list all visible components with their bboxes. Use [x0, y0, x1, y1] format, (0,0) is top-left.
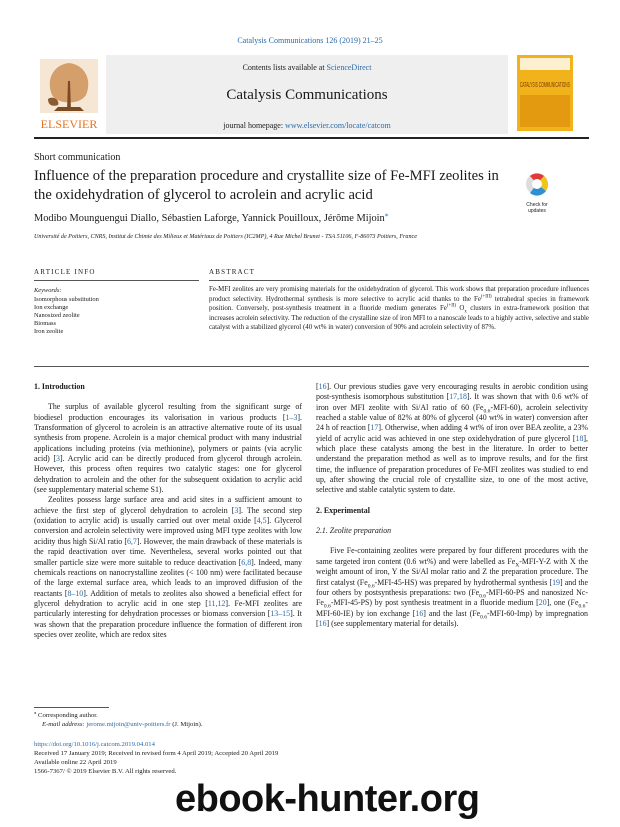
- abstract-text: Fe-MFI zeolites are very promising materials for the oxidehydration of glycerol. This work shows that preparation procedure influences product selectivity. Hydrothermal synthesis is more selective to acrylic acid thanks to the $Fe^{(+III)}$ tetrahedral species in framework position. Conversely, post-synthesis treatment in a fluoride medium generates $Fe^{(+II)}$ $O_x$ clusters in extra-framework position that increases acrolein selectivity. The reduction of the crystalline size of iron MFI to a nanoscale leads to a highly active, selective and stable catalyst with a stabilized glycerol (40 wt% in water) conversion of 90% and acrolein selectivity of 87%.: [209, 286, 590, 332]
- intro-paragraph-1: The surplus of available glycerol resulting from the significant surge of biodiesel production encourages its valorisation in various products [1–3]. Transformation of glycerol to acrolein is an attractive alternative route of its usual synthesis from propene. Acrolein is a major chemical product with many industrial applications including proteins (via methionine), polymers or paints (via acrylic acid) [3]. Acrylic acid can be directly produced from glycerol through acrolein. However, this process often requires two catalytic stages: one for glycerol dehydration to acrolein and the other for the subsequent oxidation to acrylic acid (see supplementary material scheme S1).: [34, 402, 303, 495]
- cover-title: CATALYSIS COMMUNICATIONS: [520, 82, 571, 89]
- author-email-link[interactable]: jerome.mijoin@univ-poitiers.fr: [86, 721, 171, 728]
- abstract-heading: ABSTRACT: [209, 268, 256, 276]
- email-note: E-mail address: jerome.mijoin@univ-poitiers.fr (J. Mijoin).: [42, 721, 203, 728]
- homepage-line: [106, 121, 508, 130]
- keywords-list: [34, 296, 99, 336]
- elsevier-logo: [34, 55, 104, 134]
- keyword-item: Biomass: [34, 320, 57, 328]
- citation-link[interactable]: 16: [318, 382, 327, 391]
- citation-link[interactable]: 3: [234, 505, 239, 515]
- contents-line: [106, 63, 508, 72]
- footnotes: [34, 711, 202, 729]
- intro-paragraph-2-continued: [16]. Our previous studies gave very encouraging results in aerobic condition using post-synthesis isomorphous substitution [17,18]. It was shown that with 0.6 wt% of iron over MFI zeolite with Si/Al ratio of 60 $(Fe_{0.6}-MFI-60)$, acrolein selectivity reached a stable value of 82% at 80% of glycerol (40 wt% in water) conversion after 24 h of reaction [17]. Otherwise, when adding 4 wt% of iron over BEA zeolite, a 23% yield of acrylic acid was achieved in one step oxidehydration of pure glycerol [18], which place these catalysts among the best in the literature. In order to better understand the preparation method as well as to improve results, and for the first time, the influence of preparation procedures of Fe-MFI zeolites was studied to end up, after showing the crucial role of crystallite size, to one of the most active, selective and stable catalytic system to date.: [316, 382, 588, 495]
- publication-info: [34, 740, 278, 776]
- online-date: Available online 22 April 2019: [34, 759, 117, 766]
- citation-link[interactable]: 16: [415, 608, 424, 618]
- homepage-link[interactable]: www.elsevier.com/locate/catcom: [285, 121, 391, 130]
- citation-link[interactable]: 8–10: [67, 588, 84, 598]
- journal-cover-thumbnail: [517, 55, 573, 131]
- corresponding-author-note: ⁎ Corresponding author.: [34, 710, 98, 719]
- author-list: [34, 210, 389, 224]
- crossmark-badge[interactable]: [520, 171, 554, 214]
- article-title: Influence of the preparation procedure and crystallite size of Fe-MFI zeolites in the oxidehydration of glycerol to acrolein and acrylic acid: [34, 168, 499, 203]
- keywords-label: Keywords:: [34, 287, 62, 294]
- citation-link[interactable]: 4,5: [256, 516, 267, 526]
- keyword-item: Isomorphous substitution: [34, 296, 99, 303]
- keyword-item: Iron zeolite: [34, 328, 64, 336]
- citation-link[interactable]: 13–15: [270, 609, 291, 619]
- citation-link[interactable]: 3: [56, 454, 60, 464]
- citation-link[interactable]: 17,18: [449, 392, 467, 402]
- zeolite-preparation-heading: 2.1. Zeolite preparation: [316, 526, 392, 536]
- intro-paragraph-2: Zeolites possess large surface area and acid sites in a sufficient amount to achieve the first step of glycerol dehydration to acrolein [3]. The second step (oxidation to acrylic acid) is usually carried out over metal oxide [4,5]. Glycerol conversion and acrolein selectivity were improved using MFI type zeolites with low acidity thus high Si/Al ratio [6,7]. However, the main drawback of these materials is the rapid deactivation over time. Nevertheless, several works pointed out that smaller particle size were more suitable to reduce deactivation [6,8]. Indeed, many chemicals reactions on nanocrystalline zeolites (< 100 nm) were facilitated because of the large external surface area, which leads to an improved diffusion of the reactants [8–10]. Addition of metals to zeolites also showed a beneficial effect for glycerol dehydration to acrylic acid in one step [11,12]. Fe-MFI zeolites are particularly interesting for dehydration processes or biomass conversion [13–15]. It was shown that the preparation procedure influence the formation of different iron species over zeolite, which are redox sites: [34, 495, 303, 639]
- citation-link[interactable]: 20: [538, 598, 547, 608]
- citation-link[interactable]: 16: [318, 618, 327, 628]
- journal-reference[interactable]: Catalysis Communications 126 (2019) 21–25: [237, 36, 383, 45]
- sciencedirect-link[interactable]: ScienceDirect: [326, 63, 372, 72]
- contents-prefix: Contents lists available at: [242, 63, 327, 72]
- affiliation: Université de Poitiers, CNRS, Institut de Chimie des Milieux et Matériaux de Poitiers (IC2MP), 4 Rue Michel Brunet - TSA 51106, F-86073 Poitiers, France: [34, 234, 417, 240]
- corresponding-author-mark[interactable]: ⁎: [384, 210, 389, 219]
- citation-link[interactable]: 6,8: [241, 557, 252, 567]
- elsevier-wordmark: ELSEVIER: [40, 117, 98, 131]
- article-info-divider: [34, 280, 199, 281]
- introduction-heading: 1. Introduction: [34, 382, 85, 391]
- authors-text: Modibo Mounguengui Diallo, Sébastien Laforge, Yannick Pouilloux, Jérôme Mijoin: [34, 213, 385, 224]
- doi-link[interactable]: https://doi.org/10.1016/j.catcom.2019.04.014: [34, 741, 155, 748]
- article-info-heading: ARTICLE INFO: [34, 268, 96, 276]
- homepage-prefix: journal homepage:: [223, 121, 286, 130]
- header-divider: [34, 137, 589, 139]
- crossmark-label: Check for updates: [526, 202, 548, 214]
- article-type: Short communication: [34, 152, 121, 163]
- copyright-line: 1566-7367/ © 2019 Elsevier B.V. All rights reserved.: [34, 768, 177, 775]
- preparation-paragraph: Five Fe-containing zeolites were prepared by four different procedures with the same targeted iron content (0.6 wt%) and were labelled as $Fe_X-MFI-Y-Z$ with X the weight amount of iron, Y the Si/Al molar ratio and Z the preparation procedure. The first catalyst $(Fe_{0.6}-MFI-45-HS)$ was prepared by hydrothermal synthesis [19] and the four others by postsynthesis preparations: two ($Fe_{0.6}-MFI-60-PS$ and nanosized $Nc-Fe_{0.6}-MFI-45-PS$) by post synthesis treatment in a fluoride medium [20], one $(Fe_{0.6}-MFI-60-IE)$ by ion exchange [16] and the last $(Fe_{0.6}-MFI-60-Imp)$ by impregnation [16] (see supplementary material for details).: [316, 546, 589, 628]
- footnote-divider: [34, 707, 109, 708]
- journal-name: Catalysis Communications: [226, 87, 388, 103]
- citation-link[interactable]: 19: [552, 577, 560, 587]
- left-column: [34, 382, 302, 640]
- abstract-divider: [209, 280, 589, 281]
- citation-link[interactable]: 1–3: [285, 412, 298, 422]
- crossmark-icon: [520, 171, 554, 197]
- keyword-item: Ion exchange: [34, 304, 69, 312]
- keyword-item: Nanosized zeolite: [34, 312, 80, 320]
- body-divider: [34, 366, 589, 367]
- right-column: [316, 382, 588, 629]
- experimental-heading: 2. Experimental: [316, 505, 370, 515]
- citation-link[interactable]: 18: [575, 433, 584, 443]
- watermark: ebook-hunter.org: [175, 778, 480, 820]
- citation-link[interactable]: 11,12: [207, 598, 226, 608]
- received-dates: Received 17 January 2019; Received in revised form 4 April 2019; Accepted 20 April 2019: [34, 750, 279, 757]
- citation-link[interactable]: 6,7: [126, 536, 137, 546]
- citation-link[interactable]: 17: [370, 423, 379, 433]
